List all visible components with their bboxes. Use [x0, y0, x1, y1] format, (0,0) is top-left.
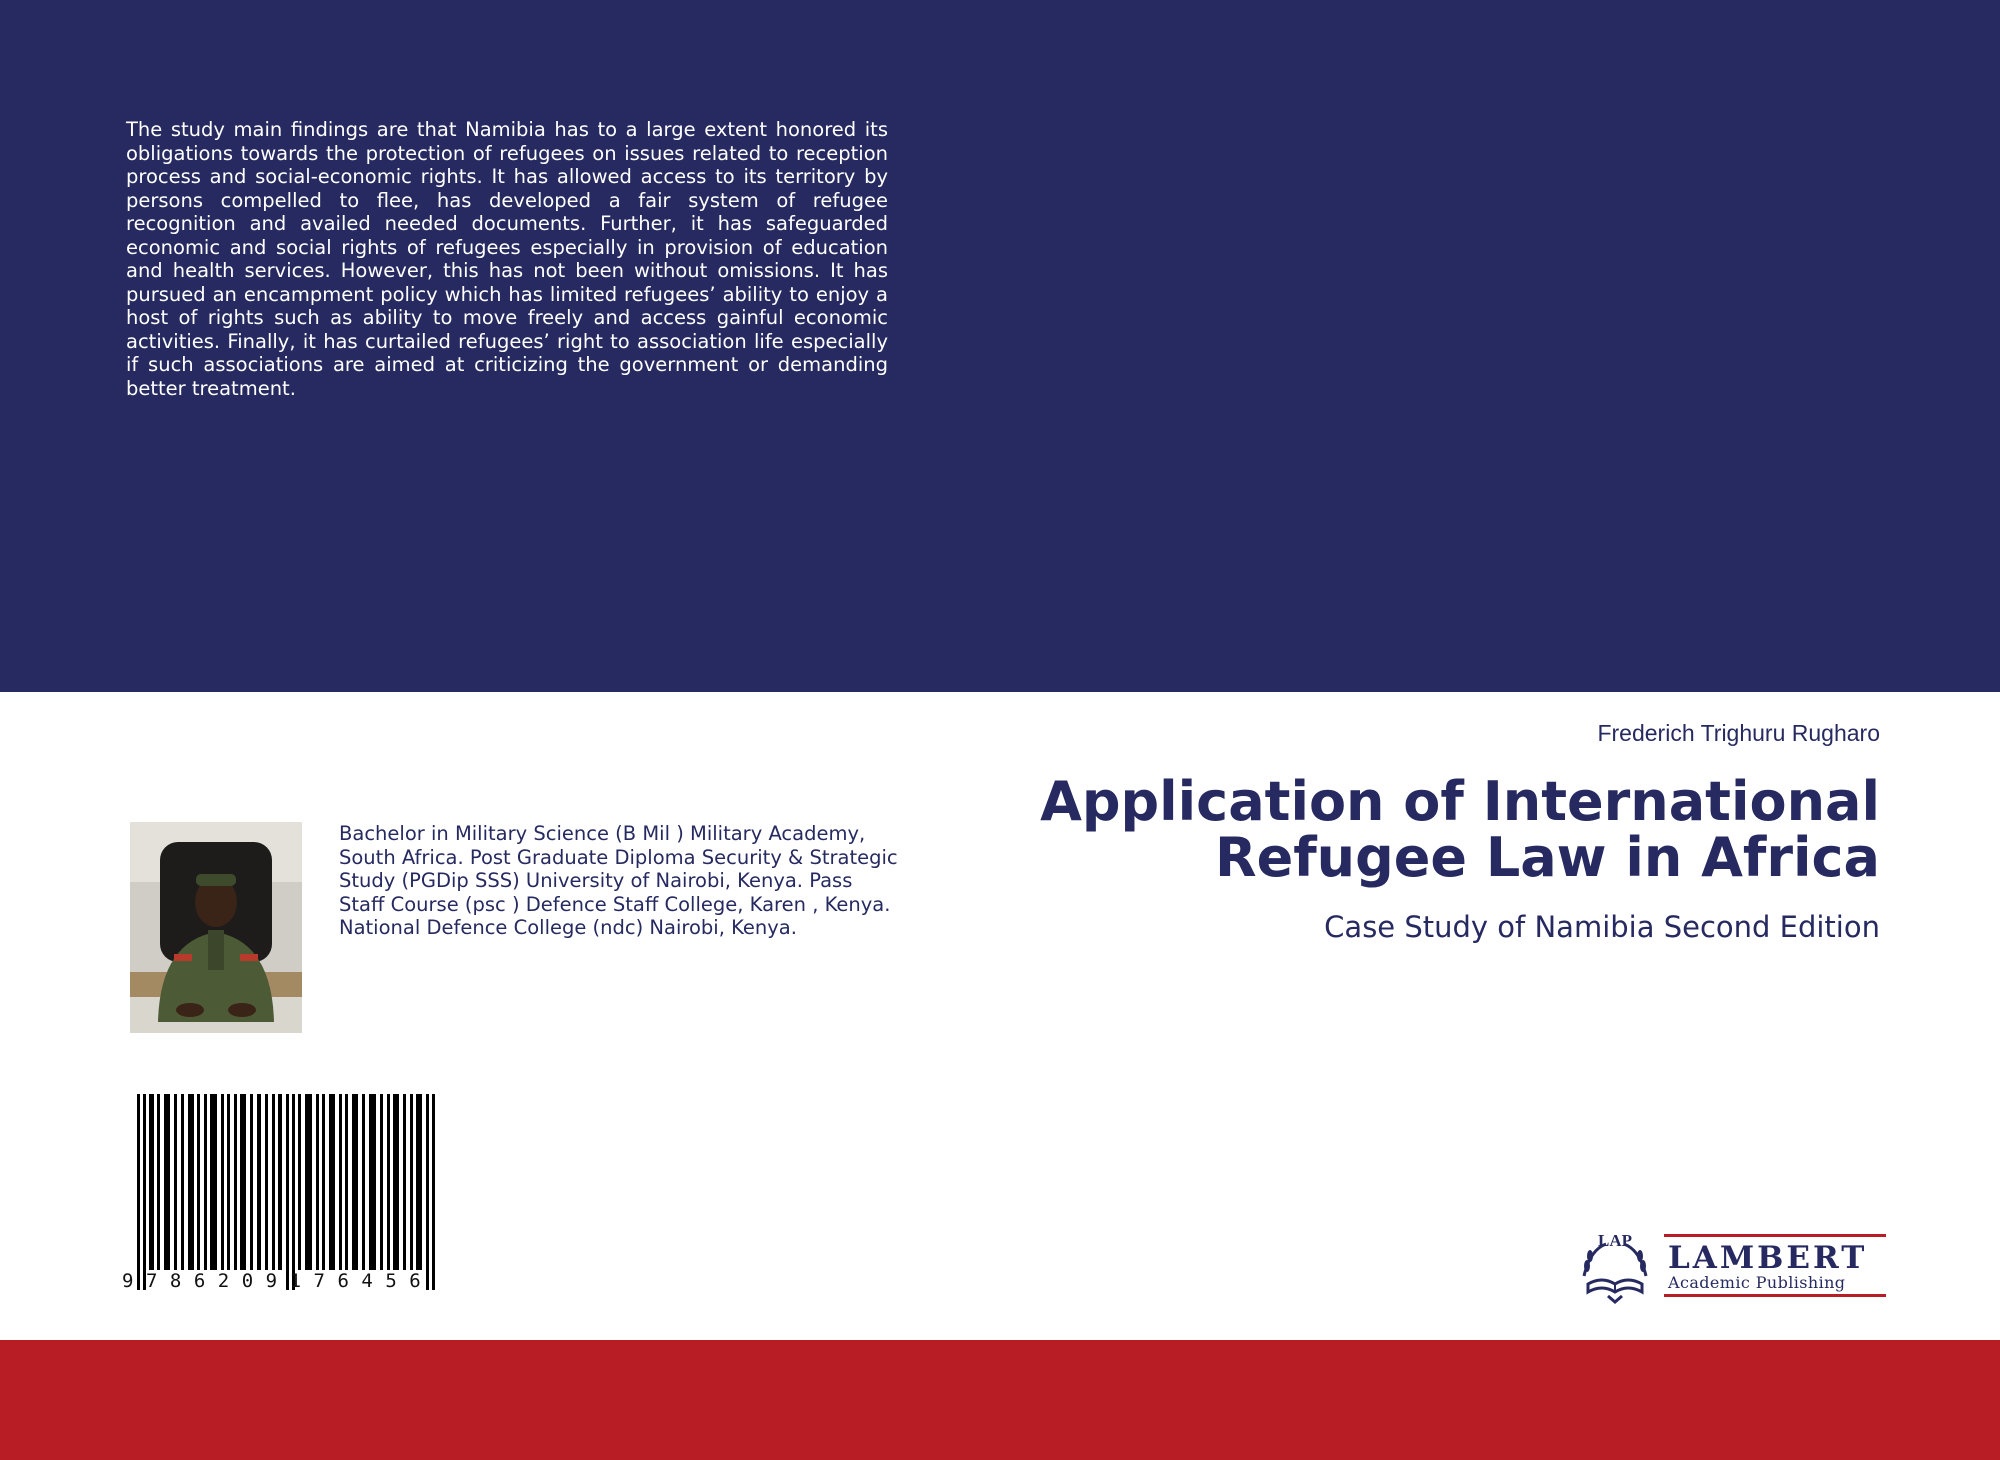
author-photo-illustration [130, 822, 302, 1033]
isbn-barcode-icon [126, 1094, 456, 1290]
back-cover-top-panel [0, 0, 2000, 692]
front-author-name: Frederich Trighuru Rugharo [1597, 720, 1880, 746]
book-title-line-1: Application of International [1040, 770, 1880, 833]
isbn-digits: 9786209176456 [122, 1270, 434, 1292]
book-title-line-2: Refugee Law in Africa [1214, 826, 1880, 889]
publisher-logo [1576, 1226, 1892, 1304]
publisher-mark: LAP [1598, 1231, 1632, 1250]
author-photo [130, 822, 302, 1033]
book-blurb: The study main findings are that Namibia has to a large extent honored its obligations towards the protection of refugees on issues related to reception process and social-economic rights. It has allowed access to its territory by persons compelled to flee, has developed a fair system of refugee recognition and availed needed documents. Further, it has safeguarded economic and social rights of refugees especially in provision of education and health services. However, this has not been without omissions. It has pursued an encampment policy which has limited refugees’ ability to enjoy a host of rights such as ability to move freely and access gainful economic activities. Finally, it has curtailed refugees’ right to association life especially if such associations are aimed at criticizing the government or demanding better treatment. [126, 118, 888, 400]
publisher-tagline: Academic Publishing [1668, 1273, 1846, 1292]
publisher-name: LAMBERT [1668, 1240, 1868, 1276]
open-book-laurel-icon [1584, 1244, 1646, 1302]
book-subtitle: Case Study of Namibia Second Edition [1324, 910, 1880, 944]
book-title [980, 770, 1880, 889]
author-bio: Bachelor in Military Science (B Mil ) Military Academy, South Africa. Post Graduate Diploma Security & Strategic Study (PGDip SSS) University of Nairobi, Kenya. Pass Staff Course (psc ) Defence Staff College, Karen , Kenya. National Defence College (ndc) Nairobi, Kenya. [339, 822, 898, 939]
bottom-red-band [0, 1340, 2000, 1460]
